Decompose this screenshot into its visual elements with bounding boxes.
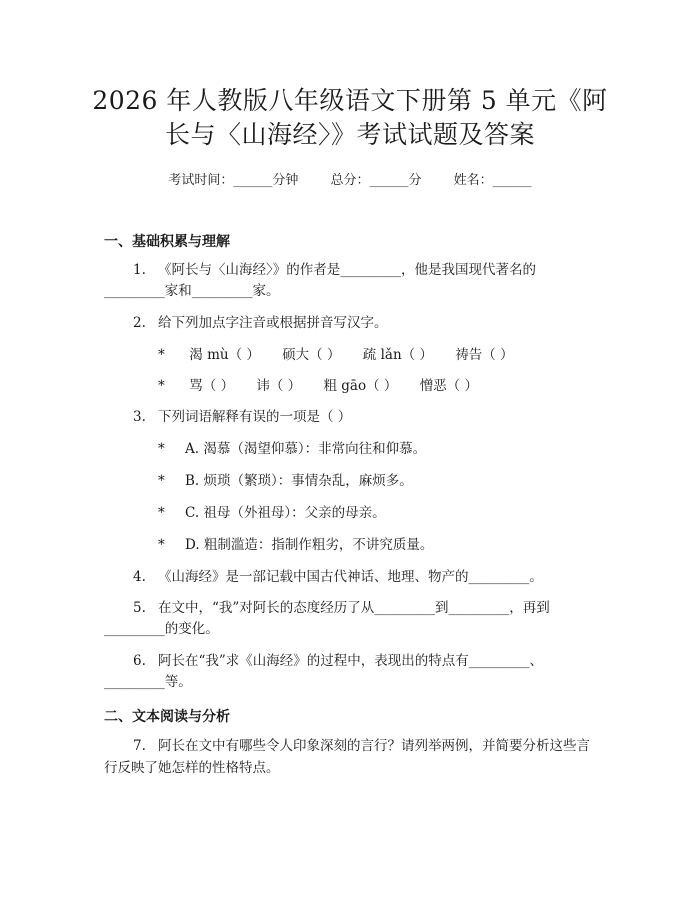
question-3 [133, 407, 351, 427]
student-name: 姓名：______ [453, 173, 532, 188]
question-2-row-1 [158, 345, 514, 365]
question-7-line-2: 行反映了她怎样的性格特点。 [104, 760, 280, 776]
option-a [158, 439, 426, 459]
question-text: 《阿长与〈山海经〉》的作者是_________，他是我国现代著名的 [158, 262, 536, 278]
question-text: 《山海经》是一部记载中国古代神话、地理、物产的_________。 [158, 569, 543, 585]
option-c [158, 503, 386, 523]
item: 骂（ ） [189, 378, 235, 394]
option-text: A. 渴慕（渴望仰慕）：非常向往和仰慕。 [185, 441, 427, 457]
section-heading-2: 二、文本阅读与分析 [104, 709, 230, 725]
item: 粗 gāo（ ） [323, 378, 398, 394]
question-text: 下列词语解释有误的一项是（ ） [158, 409, 352, 425]
item: 疏 lǎn（ ） [362, 347, 433, 363]
exam-meta [0, 169, 700, 188]
option-text: D. 粗制滥造：指制作粗劣，不讲究质量。 [185, 537, 434, 553]
question-number: 4. [133, 569, 146, 585]
question-6-line-1 [133, 651, 543, 671]
bullet: * [158, 473, 165, 489]
bullet: * [158, 537, 165, 553]
question-text: 在文中，“我”对阿长的态度经历了从_________到_________，再到 [158, 600, 550, 616]
option-text: C. 祖母（外祖母）：父亲的母亲。 [185, 505, 386, 521]
question-7-line-1 [133, 736, 590, 756]
bullet: * [158, 505, 165, 521]
question-2 [133, 313, 388, 333]
option-text: B. 烦琐（繁琐）：事情杂乱，麻烦多。 [185, 473, 413, 489]
option-d [158, 535, 433, 555]
total-score: 总分：______分 [330, 173, 422, 188]
item: 硕大（ ） [282, 347, 341, 363]
bullet: * [158, 378, 165, 394]
item: 憎恶（ ） [419, 378, 478, 394]
section-heading-1: 一、基础积累与理解 [104, 234, 230, 250]
question-number: 7. [133, 738, 146, 754]
question-text: 阿长在“我”求《山海经》的过程中，表现出的特点有_________、 [158, 653, 544, 669]
exam-time: 考试时间：______分钟 [168, 173, 299, 188]
question-1-line-1 [133, 260, 536, 280]
question-text: 给下列加点字注音或根据拼音写汉字。 [158, 315, 388, 331]
question-number: 3. [133, 409, 146, 425]
question-5-line-2: _________的变化。 [104, 621, 219, 637]
question-2-row-2 [158, 376, 478, 396]
question-text: 阿长在文中有哪些令人印象深刻的言行？请列举两例，并简要分析这些言 [158, 738, 590, 754]
question-4 [133, 567, 543, 587]
title-line-2: 长与〈山海经〉》考试试题及答案 [164, 120, 535, 149]
question-number: 5. [133, 600, 146, 616]
question-number: 6. [133, 653, 146, 669]
item: 祷告（ ） [455, 347, 514, 363]
question-number: 2. [133, 315, 146, 331]
question-6-line-2: _________等。 [104, 674, 192, 690]
bullet: * [158, 441, 165, 457]
bullet: * [158, 347, 165, 363]
question-5-line-1 [133, 598, 550, 618]
question-1-line-2: _________家和_________家。 [104, 283, 280, 299]
item: 渴 mù（ ） [189, 347, 260, 363]
item: 讳（ ） [256, 378, 302, 394]
title-line-1: 2026 年人教版八年级语文下册第 5 单元《阿 [92, 86, 608, 115]
question-number: 1. [133, 262, 146, 278]
option-b [158, 471, 413, 491]
